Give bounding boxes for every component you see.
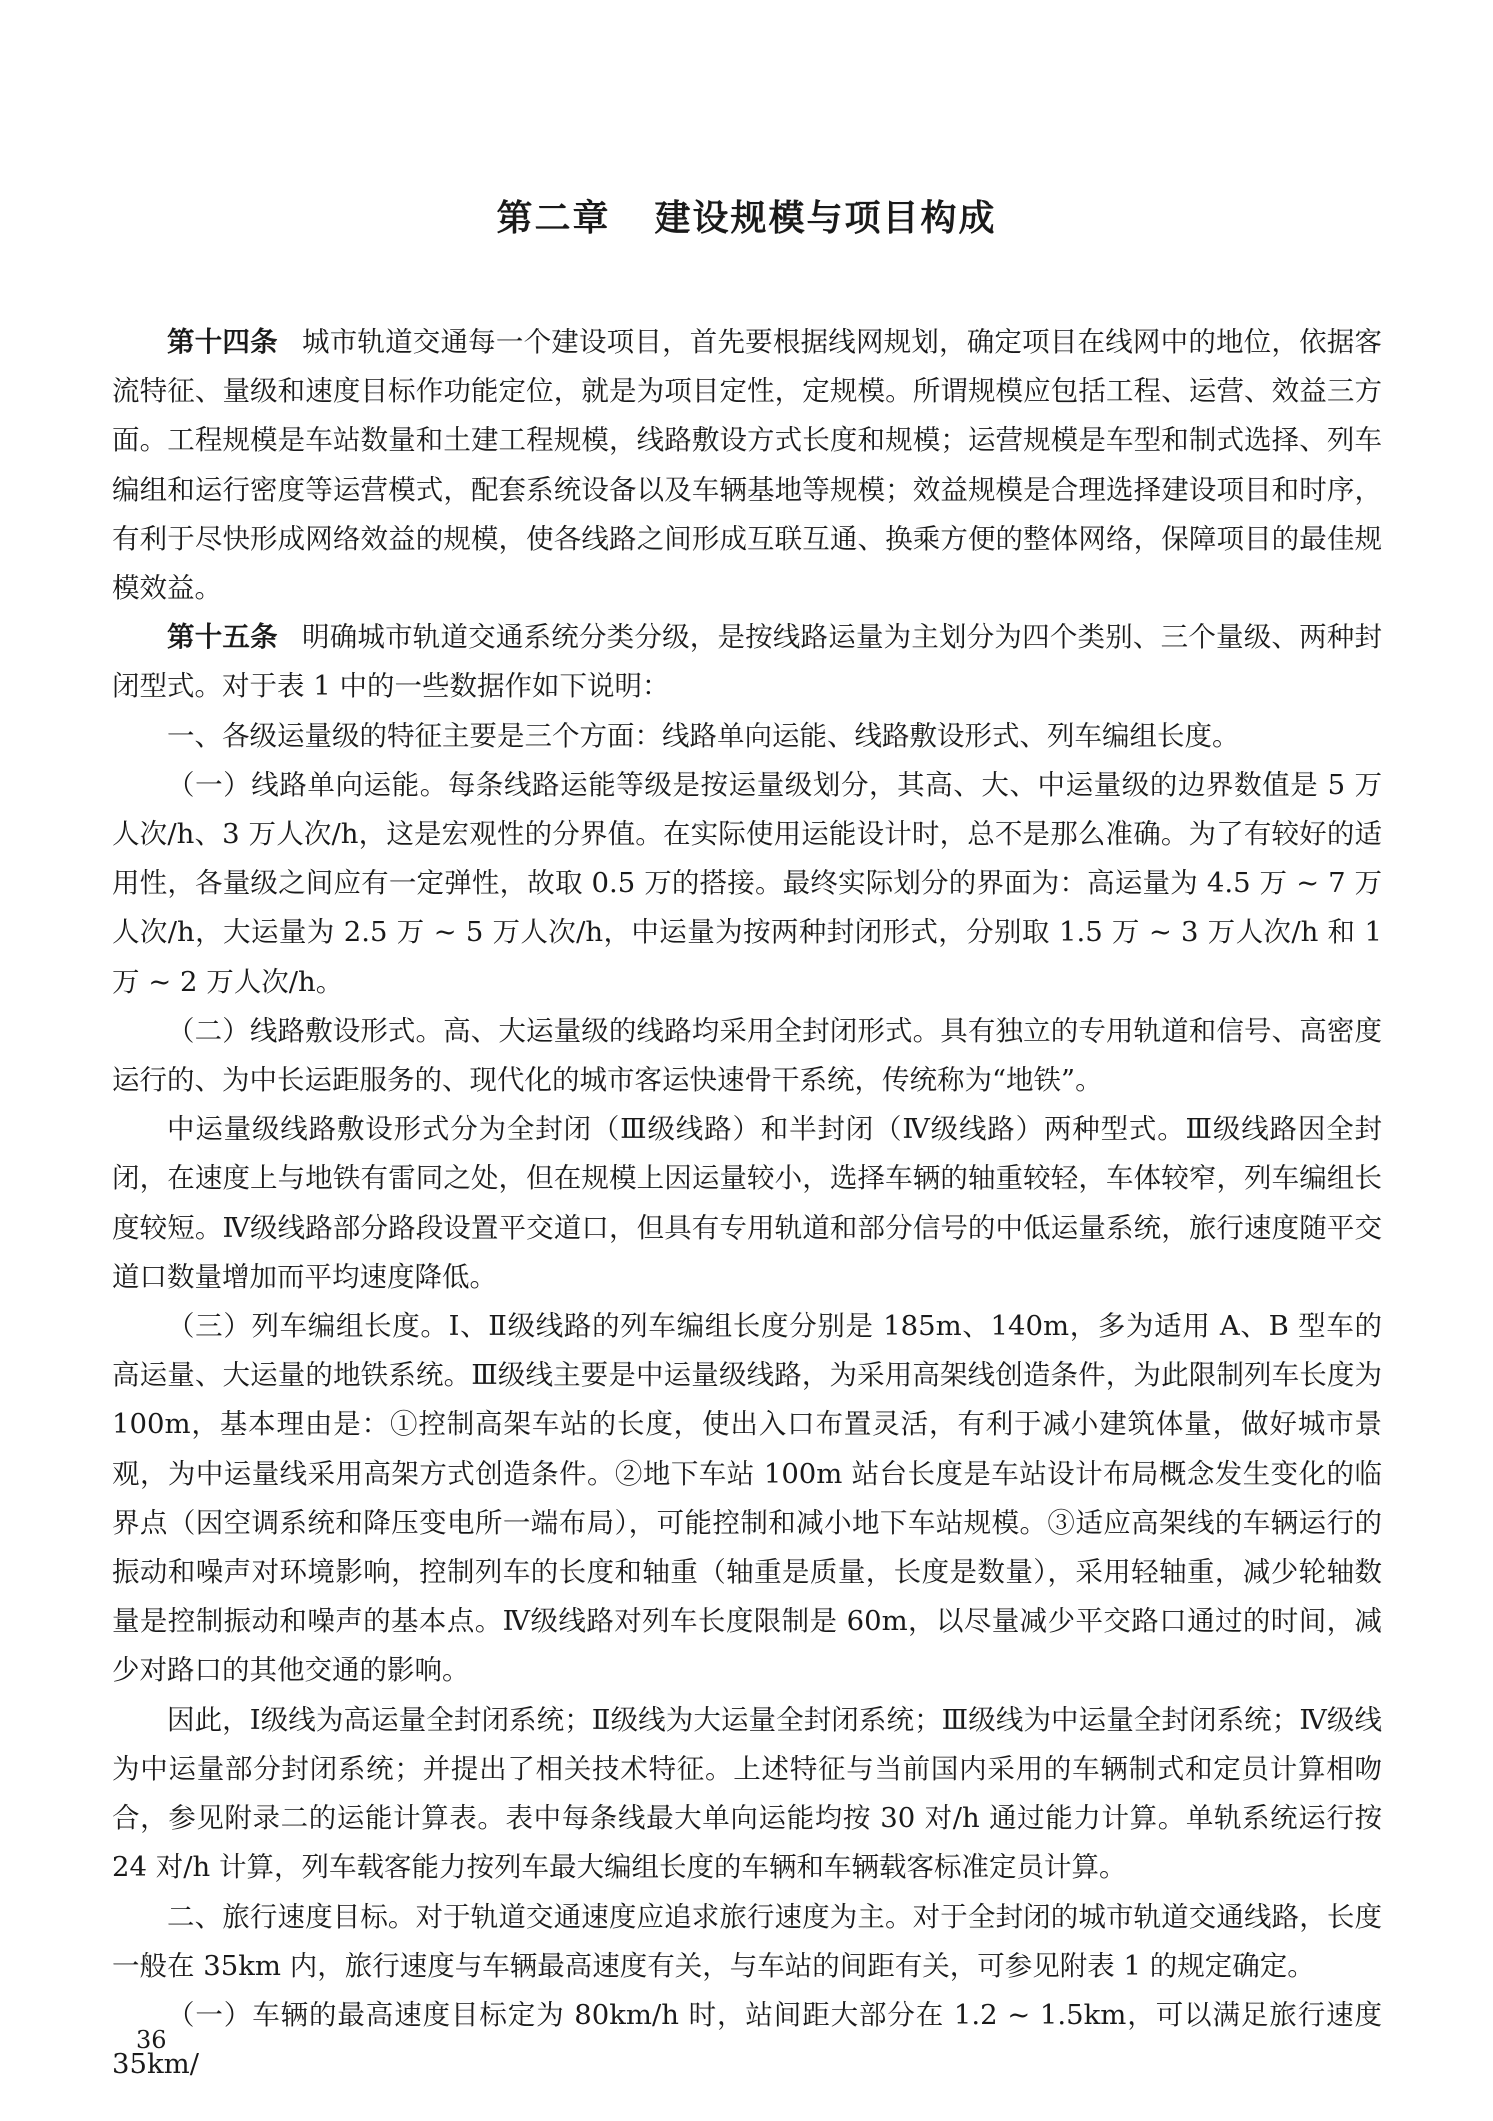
paragraph: 一、各级运量级的特征主要是三个方面：线路单向运能、线路敷设形式、列车编组长度。 [167,719,1240,752]
paragraph: （一）车辆的最高速度目标定为 80km/h 时，站间距大部分在 1.2 ~ 1.5km，可以满足旅行速度 35km/ [112,1998,1382,2081]
article-text: 明确城市轨道交通系统分类分级，是按线路运量为主划分为四个类别、三个量级、两种封闭型式。对于表 1 中的一些数据作如下说明： [112,621,1383,703]
paragraph: 中运量级线路敷设形式分为全封闭（Ⅲ级线路）和半封闭（Ⅳ级线路）两种型式。Ⅲ级线路因全封闭，在速度上与地铁有雷同之处，但在规模上因运量较小，选择车辆的轴重较轻，车体较窄，列车编组长度较短。Ⅳ级线路部分路段设置平交道口，但具有专用轨道和部分信号的中低运量系统，旅行速度随平交道口数量增加而平均速度降低。 [112,1113,1382,1293]
paragraph: （二）线路敷设形式。高、大运量级的线路均采用全封闭形式。具有独立的专用轨道和信号、高密度运行的、为中长运距服务的、现代化的城市客运快速骨干系统，传统称为“地铁”。 [112,1014,1382,1097]
article-text: 城市轨道交通每一个建设项目，首先要根据线网规划，确定项目在线网中的地位，依据客流特征、量级和速度目标作功能定位，就是为项目定性，定规模。所谓规模应包括工程、运营、效益三方面。工程规模是车站数量和土建工程规模，线路敷设方式长度和规模；运营规模是车型和制式选择、列车编组和运行密度等运营模式，配套系统设备以及车辆基地等规模；效益规模是合理选择建设项目和时序，有利于尽快形成网络效益的规模，使各线路之间形成互联互通、换乘方便的整体网络，保障项目的最佳规模效益。 [112,326,1383,605]
chapter-number: 第二章 [496,198,611,239]
article-label: 第十四条 [167,326,278,358]
article-label: 第十五条 [167,621,278,654]
chapter-title [0,190,1493,241]
paragraph: （三）列车编组长度。Ⅰ、Ⅱ级线路的列车编组长度分别是 185m、140m，多为适用 A、B 型车的高运量、大运量的地铁系统。Ⅲ级线主要是中运量级线路，为采用高架线创造条件，为此限制列车长度为 100m，基本理由是：①控制高架车站的长度，使出入口布置灵活，有利于减小建筑体量，做好城市景观，为中运量线采用高架方式创造条件。②地下车站 100m 站台长度是车站设计布局概念发生变化的临界点（因空调系统和降压变电所一端布局），可能控制和减小地下车站规模。③适应高架线的车辆运行的振动和噪声对环境影响，控制列车的长度和轴重（轴重是质量，长度是数量），采用轻轴重，减少轮轴数量是控制振动和噪声的基本点。Ⅳ级线路对列车长度限制是 60m，以尽量减少平交路口通过的时间，减少对路口的其他交通的影响。 [112,1310,1382,1687]
body-text [112,318,1382,2089]
article-14 [112,318,1382,613]
paragraph: 因此，Ⅰ级线为高运量全封闭系统；Ⅱ级线为大运量全封闭系统；Ⅲ级线为中运量全封闭系统；Ⅳ级线为中运量部分封闭系统；并提出了相关技术特征。上述特征与当前国内采用的车辆制式和定员计算相吻合，参见附录二的运能计算表。表中每条线最大单向运能均按 30 对/h 通过能力计算。单轨系统运行按 24 对/h 计算，列车载客能力按列车最大编组长度的车辆和车辆载客标准定员计算。 [112,1703,1382,1884]
chapter-name: 建设规模与项目构成 [654,198,997,239]
paragraph: （一）线路单向运能。每条线路运能等级是按运量级划分，其高、大、中运量级的边界数值是 5 万人次/h、3 万人次/h，这是宏观性的分界值。在实际使用运能设计时，总不是那么准确。为了有较好的适用性，各量级之间应有一定弹性，故取 0.5 万的搭接。最终实际划分的界面为：高运量为 4.5 万 ~ 7 万人次/h，大运量为 2.5 万 ~ 5 万人次/h，中运量为按两种封闭形式，分别取 1.5 万 ~ 3 万人次/h 和 1 万 ~ 2 万人次/h。 [112,768,1382,998]
article-15 [112,613,1382,711]
paragraph: 二、旅行速度目标。对于轨道交通速度应追求旅行速度为主。对于全封闭的城市轨道交通线路，长度一般在 35km 内，旅行速度与车辆最高速度有关，与车站的间距有关，可参见附表 1 的规定确定。 [112,1900,1382,1982]
page-number: 36 [136,2026,167,2054]
